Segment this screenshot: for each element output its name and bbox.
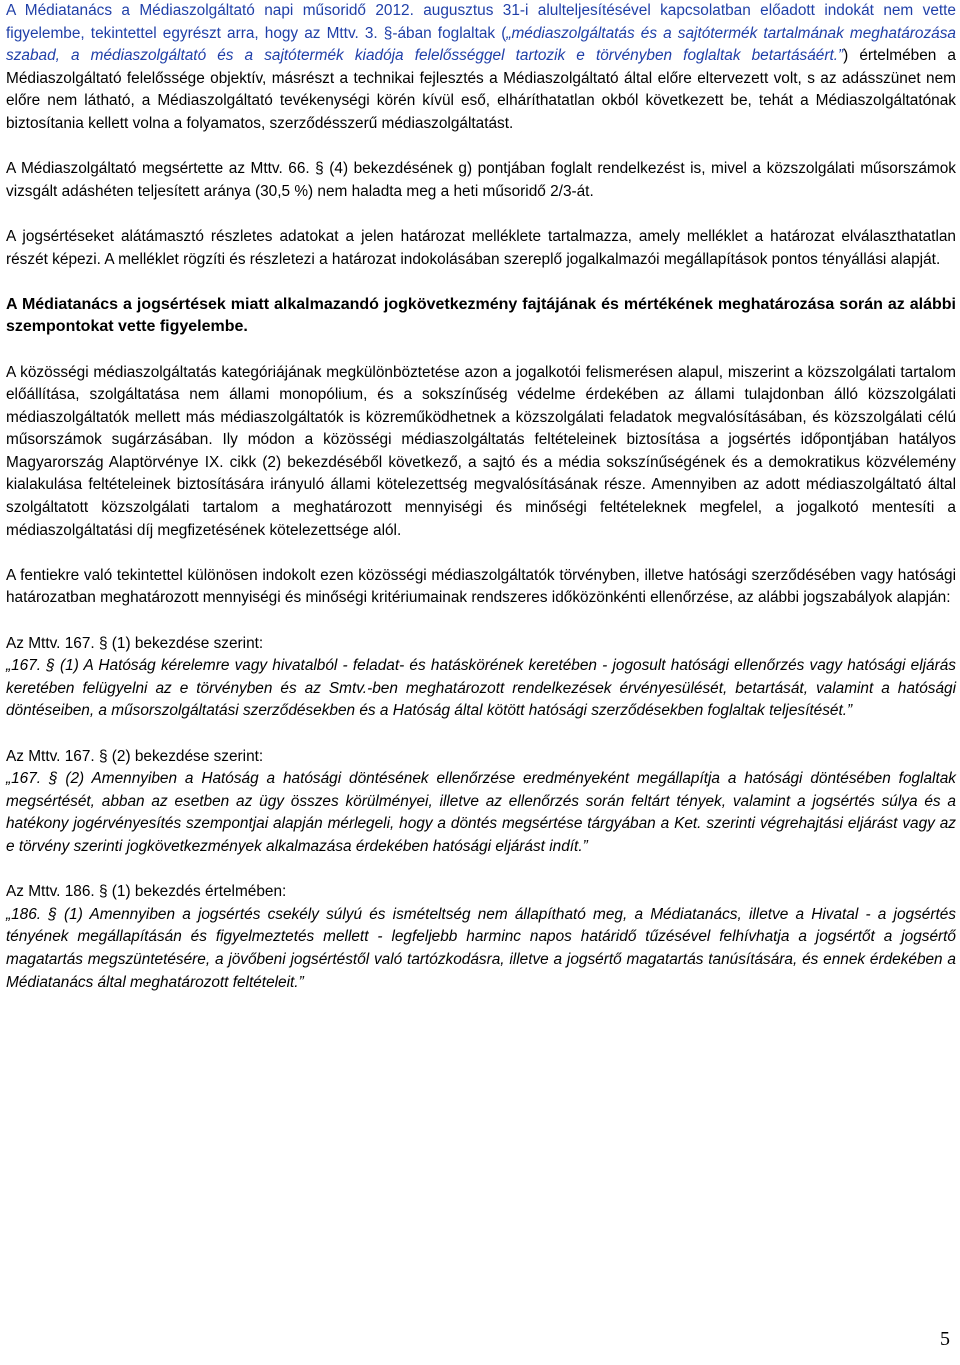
page-number: 5 [940, 1328, 950, 1350]
quote-intro-1: Az Mttv. 167. § (1) bekezdése szerint: [6, 634, 264, 652]
reasoning-quoted-law: „médiaszolgáltatás és a sajtótermék tartalmának meghatározása szabad, a médiaszolgáltató és a sajtótermék kiadója felelősséggel tartozik e törvényben foglaltak betartásáért.” [6, 24, 956, 65]
quote-text-2: „167. § (2) Amennyiben a Hatóság a hatósági döntésének ellenőrzése eredményeként megállapítja a hatósági döntésében foglaltak megsértését, abban az esetben az ügy összes körülményei, illetve az ellenőrzés során feltárt tények, valamint a jogsértés súlya és a hatékony jogérvényesítés szempontjai alapján mérlegeli, hogy a döntés megsértése tárgyában a Ket. szerinti végrehajtási eljárást vagy az e törvény szerinti jogkövetkezmények alkalmazása érdekében hatósági eljárást indít.” [6, 770, 956, 855]
quote-text-3: „186. § (1) Amennyiben a jogsértés csekély súlyú és ismételtség nem állapítható meg, a Médiatanács, illetve a Hivatal - a jogsértés tényének megállapításán és figyelmeztetés mellett - legfeljebb harminc napos határidő tűzésével felhívhatja a jogsértőt a jogsértő magatartás megszüntetésére, a jövőbeni jogsértéstől való tartózkodásra, illetve a jogsértő magatartás tanúsítására, és ennek érdekében a Médiatanács által meghatározott feltételeit.” [6, 905, 956, 991]
quote-intro-2: Az Mttv. 167. § (2) bekezdése szerint: [6, 747, 264, 765]
heading-considerations: A Médiatanács a jogsértések miatt alkalmazandó jogkövetkezmény fajtájának és mértékének meghatározása során az alábbi szempontokat vette figyelembe. [6, 295, 956, 336]
paragraph-control: A fentiekre való tekintettel különösen indokolt ezen közösségi médiaszolgáltatók törvényben, illetve hatósági szerződésében vagy hatósági határozatban meghatározott mennyiségi és minőségi kritériumainak rendszeres időközönkénti ellenőrzése, az alábbi jogszabályok alapján: [6, 566, 956, 607]
paragraph-annex: A jogsértéseket alátámasztó részletes adatokat a jelen határozat melléklete tartalmazza, amely melléklet a határozat elválaszthatatlan részét képezi. A melléklet rögzíti és részletezi a határozat indokolásában szereplő jogalkalmazói megállapítások pontos tényállási alapját. [6, 227, 956, 268]
quote-text-1: „167. § (1) A Hatóság kérelemre vagy hivatalból - feladat- és hatáskörének keretében - jogosult hatósági ellenőrzés vagy hatósági eljárás keretében felügyelni az e törvényben és az Smtv.-ben meghatározott rendelkezések érvényesülését, betartását, valamint a hatósági döntéseiben, a műsorszolgáltatási szerződésekben és a Hatóság által kötött hatósági szerződésekben foglaltak teljesítését.” [6, 657, 956, 720]
reasoning-start: A Médiatanács a Médiaszolgáltató napi műsoridő 2012. augusztus 31-i alulteljesítésével kapcsolatban előadott indokát nem vette figyelembe, tekintettel egyrészt arra, hogy az Mttv. 3. §-ában foglaltak ( [6, 2, 956, 42]
paragraph-violation: A Médiaszolgáltató megsértette az Mttv. 66. § (4) bekezdésének g) pontjában foglalt rendelkezést is, mivel a közszolgálati műsorszámok vizsgált adáshéten teljesített aránya (30,5 %) nem haladta meg a heti műsoridő 2/3-át. [6, 160, 956, 200]
quote-intro-3: Az Mttv. 186. § (1) bekezdés értelmében: [6, 883, 287, 901]
paragraph-reasoning [6, 0, 956, 136]
reasoning-end: ) értelmében a Médiaszolgáltató felelőssége objektív, másrészt a technikai fejlesztés a Médiaszolgáltató által előre eltervezett volt, s az adásszünet nem előre nem látható, a Médiaszolgáltató tevékenységi körén kívül eső, elháríthatatlan okból következett be, tehát a Médiaszolgáltatónak biztosítania kellett volna a folyamatos, szerződésszerű médiaszolgáltatást. [6, 47, 956, 132]
document-page [6, 0, 956, 1017]
paragraph-public-service: A közösségi médiaszolgáltatás kategóriájának megkülönböztetése azon a jogalkotói felismerésen alapul, miszerint a közszolgálati tartalom előállítása, szolgáltatása nem állami monopólium, és a sokszínűség védelme érdekében az állami tulajdonban álló közszolgálati médiaszolgáltatók mellett más médiaszolgáltatók is közreműködhetnek a közszolgálati feladatok megvalósításában, és közszolgálati célú műsorszámok sugárzásában. Ily módon a közösségi médiaszolgáltatás feltételeinek biztosítása a jogsértés időpontjában hatályos Magyarország Alaptörvénye IX. cikk (2) bekezdéséből következő, a sajtó és a média sokszínűségének és a demokratikus közvélemény kialakulása feltételeinek biztosítására irányuló állami kötelezettség megvalósításának része. Amennyiben az adott médiaszolgáltató által szolgáltatott közszolgálati tartalom a meghatározott mennyiségi és minőségi feltételeknek megfelel, a jogalkotó mentesíti a médiaszolgáltatási díj megfizetésének kötelezettsége alól. [6, 363, 956, 539]
